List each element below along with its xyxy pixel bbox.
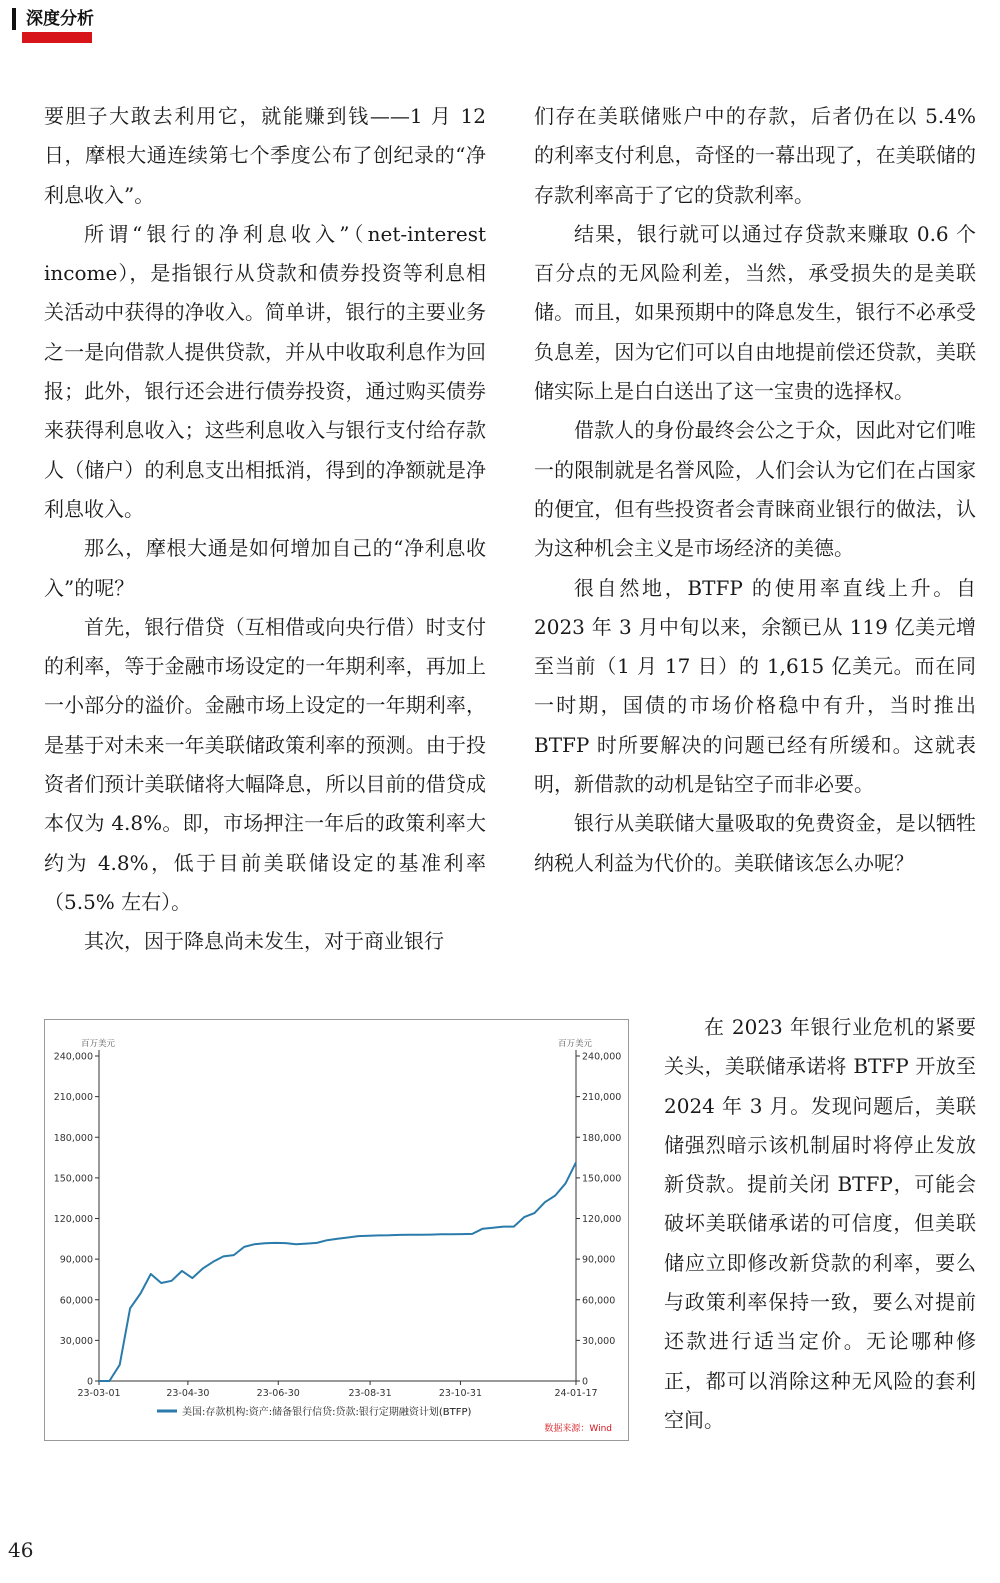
paragraph: 们存在美联储账户中的存款，后者仍在以 5.4% 的利率支付利息，奇怪的一幕出现了，在美联储的存款利率高于了它的贷款利率。 (534, 104, 976, 207)
y-tick-label-left: 180,000 (53, 1132, 93, 1144)
chart-svg (45, 1020, 628, 1440)
paragraph: 银行从美联储大量吸取的免费资金，是以牺牲纳税人利益为代价的。美联储该怎么办呢？ (534, 811, 976, 875)
legend-label: 美国:存款机构:资产:储备银行信贷:贷款:银行定期融资计划(BTFP) (182, 1407, 472, 1418)
article-column-right-bottom (664, 1008, 976, 1440)
y-tick-label-right: 240,000 (582, 1051, 622, 1063)
section-accent-bar (22, 32, 92, 43)
y-tick-label-left: 0 (86, 1376, 93, 1388)
paragraph: 那么，摩根大通是如何增加自己的“净利息收入”的呢？ (44, 536, 486, 600)
y-tick-label-left: 30,000 (59, 1335, 93, 1347)
series-line-btfp (99, 1162, 576, 1381)
x-tick-label: 24-01-17 (554, 1388, 598, 1399)
chart-source: 数据来源：Wind (544, 1424, 612, 1434)
y-tick-label-left: 90,000 (59, 1254, 93, 1266)
x-tick-label: 23-03-01 (77, 1388, 121, 1399)
y-tick-label-right: 30,000 (582, 1335, 616, 1347)
y-tick-label-right: 180,000 (582, 1132, 622, 1144)
paragraph: 很自然地，BTFP 的使用率直线上升。自 2023 年 3 月中旬以来，余额已从 119 亿美元增至当前（1 月 17 日）的 1,615 亿美元。而在同一时期，国债的市场价格稳中有升，当时推出 BTFP 时所要解决的问题已经有所缓和。这就表明，新借款的动机是钻空子而非必要。 (534, 575, 976, 797)
page-number: 46 (8, 1538, 34, 1562)
y-tick-label-right: 60,000 (582, 1295, 616, 1307)
y-tick-label-right: 120,000 (582, 1214, 622, 1225)
x-tick-label: 23-10-31 (438, 1388, 483, 1399)
y-tick-label-left: 240,000 (53, 1051, 93, 1063)
paragraph: 首先，银行借贷（互相借或向央行借）时支付的利率，等于金融市场设定的一年期利率，再加上一小部分的溢价。金融市场上设定的一年期利率，是基于对未来一年美联储政策利率的预测。由于投资者们预计美联储将大幅降息，所以目前的借贷成本仅为 4.8%。即，市场押注一年后的政策利率大约为 4.8%，低于目前美联储设定的基准利率（5.5% 左右）。 (44, 614, 486, 914)
y-unit-left: 百万美元 (81, 1039, 116, 1049)
y-tick-label-right: 150,000 (582, 1173, 622, 1185)
y-unit-right: 百万美元 (558, 1039, 593, 1049)
section-label: 深度分析 (12, 8, 94, 30)
paragraph: 结果，银行就可以通过存贷款来赚取 0.6 个百分点的无风险利差，当然，承受损失的是美联储。而且，如果预期中的降息发生，银行不必承受负息差，因为它们可以自由地提前偿还贷款，美联储实际上是白白送出了这一宝贵的选择权。 (534, 221, 976, 404)
paragraph: 要胆子大敢去利用它，就能赚到钱——1 月 12 日，摩根大通连续第七个季度公布了创纪录的“净利息收入”。 (44, 104, 486, 207)
y-tick-label-right: 90,000 (582, 1254, 616, 1266)
x-tick-label: 23-04-30 (166, 1388, 210, 1399)
y-tick-label-right: 210,000 (582, 1092, 622, 1104)
x-tick-label: 23-06-30 (256, 1388, 300, 1399)
article-column-right (534, 97, 976, 883)
x-tick-label: 23-08-31 (348, 1388, 392, 1399)
y-tick-label-left: 150,000 (53, 1173, 93, 1185)
paragraph: 借款人的身份最终会公之于众，因此对它们唯一的限制就是名誉风险，人们会认为它们在占国家的便宜，但有些投资者会青睐商业银行的做法，认为这种机会主义是市场经济的美德。 (534, 418, 976, 561)
y-tick-label-left: 120,000 (53, 1214, 93, 1225)
y-tick-label-right: 0 (582, 1376, 589, 1388)
paragraph: 所谓“银行的净利息收入”（net-interest income），是指银行从贷款和债券投资等利息相关活动中获得的净收入。简单讲，银行的主要业务之一是向借款人提供贷款，并从中收取利息作为回报；此外，银行还会进行债券投资，通过购买债券来获得利息收入；这些利息收入与银行支付给存款人（储户）的利息支出相抵消，得到的净额就是净利息收入。 (44, 221, 486, 521)
y-tick-label-left: 60,000 (59, 1295, 93, 1307)
paragraph: 其次，因于降息尚未发生，对于商业银行 (84, 929, 444, 954)
btfp-chart (44, 1019, 629, 1441)
article-column-left (44, 97, 486, 962)
y-tick-label-left: 210,000 (53, 1092, 93, 1104)
paragraph: 在 2023 年银行业危机的紧要关头，美联储承诺将 BTFP 开放至 2024 年 3 月。发现问题后，美联储强烈暗示该机制届时将停止发放新贷款。提前关闭 BTFP，可能会破坏美联储承诺的可信度，但美联储应立即修改新贷款的利率，要么与政策利率保持一致，要么对提前还款进行适当定价。无论哪种修正，都可以消除这种无风险的套利空间。 (664, 1015, 976, 1432)
